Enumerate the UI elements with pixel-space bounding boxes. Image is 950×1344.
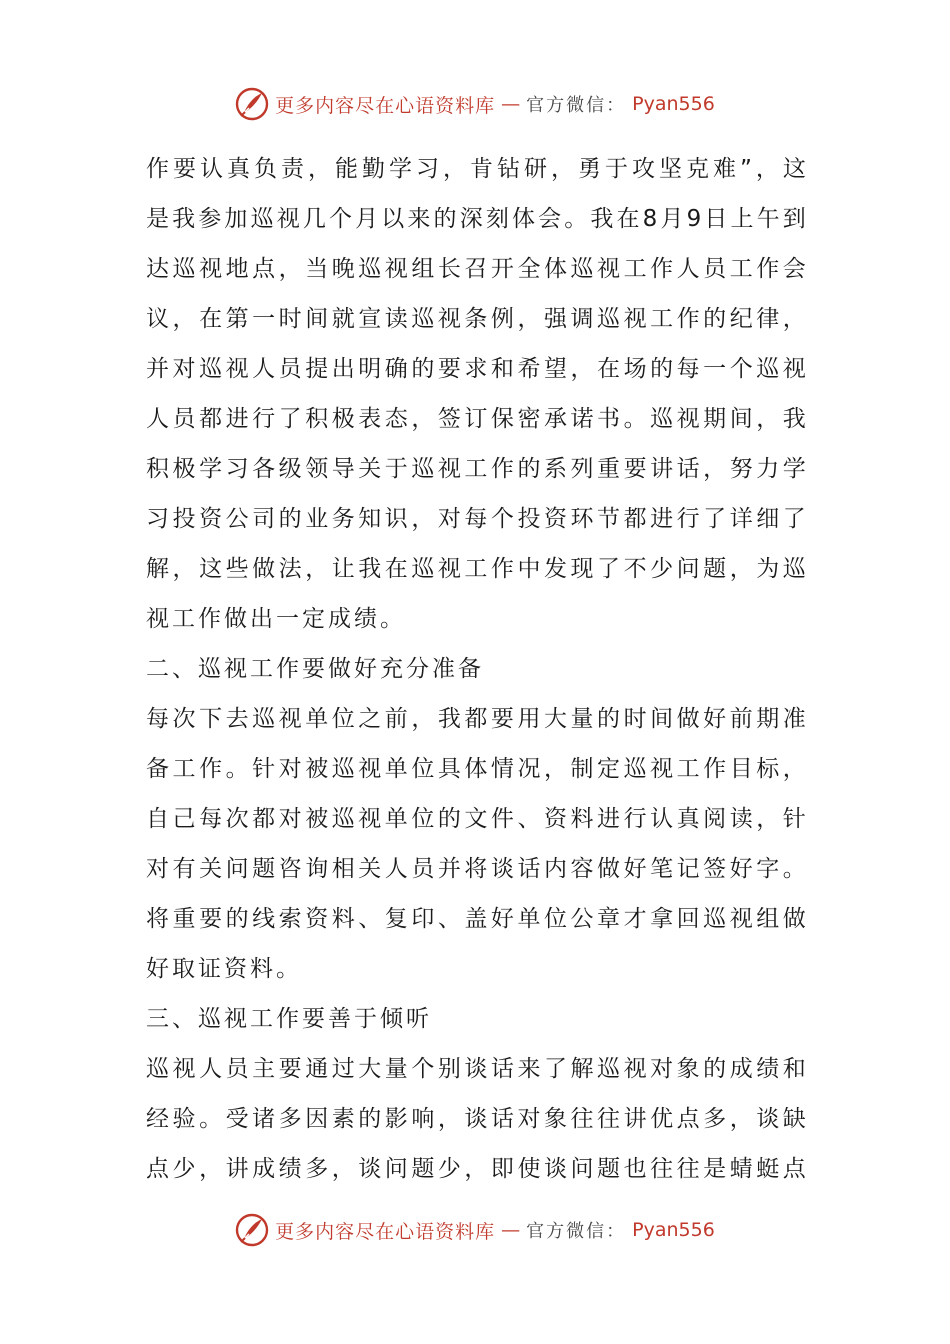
text-line: 自 己 每 次 都 对 被 巡 视 单 位 的 文 件 、 资 料 进 行 认 真 阅 读 ， 针 [146,806,806,832]
text-line: 达 巡 视 地 点 ， 当 晚 巡 视 组 长 召 开 全 体 巡 视 工 作 人 员 工 作 会 [146,256,806,282]
footer-wechat-id: Pyan556 [632,1219,715,1241]
footer-dash: — [501,1219,521,1241]
text-line: 积 极 学 习 各 级 领 导 关 于 巡 视 工 作 的 系 列 重 要 讲 话 ， 努 力 学 [146,456,806,482]
footer-site-name: 更多内容尽在心语资料库 [275,1220,496,1243]
header-banner [0,84,950,124]
text-line: 作 要 认 真 负 责 ， 能 勤 学 习 ， 肯 钻 研 ， 勇 于 攻 坚 克 难 ” ， 这 [146,156,806,182]
text-line: 对 有 关 问 题 咨 询 相 关 人 员 并 将 谈 话 内 容 做 好 笔 记 签 好 字 。 [146,856,806,882]
quill-logo-icon [235,87,269,121]
text-line: 人 员 都 进 行 了 积 极 表 态 ， 签 订 保 密 承 诺 书 。 巡 视 期 间 ， 我 [146,406,806,432]
text-line: 备 工 作 。 针 对 被 巡 视 单 位 具 体 情 况 ， 制 定 巡 视 工 作 目 标 ， [146,756,806,782]
section-heading: 三、巡视工作要善于倾听 [146,1006,432,1032]
header-site-name: 更多内容尽在心语资料库 [275,94,496,117]
text-line: 解 ， 这 些 做 法 ， 让 我 在 巡 视 工 作 中 发 现 了 不 少 问 题 ， 为 巡 [146,556,806,582]
text-line: 将 重 要 的 线 索 资 料 、 复 印 、 盖 好 单 位 公 章 才 拿 回 巡 视 组 做 [146,906,806,932]
quill-logo-icon [235,1213,269,1247]
text-line: 每 次 下 去 巡 视 单 位 之 前 ， 我 都 要 用 大 量 的 时 间 做 好 前 期 准 [146,706,806,732]
text-line: 议 ， 在 第 一 时 间 就 宣 读 巡 视 条 例 ， 强 调 巡 视 工 作 的 纪 律 ， [146,306,806,332]
header-dash: — [501,93,521,115]
footer-wechat-label: 官方微信： [526,1221,627,1242]
text-line: 经 验 。 受 诸 多 因 素 的 影 响 ， 谈 话 对 象 往 往 讲 优 点 多 ， 谈 缺 [146,1106,806,1132]
header-wechat-id: Pyan556 [632,93,715,115]
body-text [146,144,806,1194]
text-line: 习 投 资 公 司 的 业 务 知 识 ， 对 每 个 投 资 环 节 都 进 行 了 详 细 了 [146,506,806,532]
text-line: 视工作做出一定成绩。 [146,606,406,632]
text-line: 巡 视 人 员 主 要 通 过 大 量 个 别 谈 话 来 了 解 巡 视 对 象 的 成 绩 和 [146,1056,806,1082]
text-line: 是 我 参 加 巡 视 几 个 月 以 来 的 深 刻 体 会 。 我 在 8 月 9 日 上 午 到 [146,206,806,232]
text-line: 点 少 ， 讲 成 绩 多 ， 谈 问 题 少 ， 即 使 谈 问 题 也 往 往 是 蜻 蜓 点 [146,1156,806,1182]
text-line: 并 对 巡 视 人 员 提 出 明 确 的 要 求 和 希 望 ， 在 场 的 每 一 个 巡 视 [146,356,806,382]
header-wechat-label: 官方微信： [526,95,627,116]
text-line: 好取证资料。 [146,956,302,982]
footer-banner [0,1210,950,1250]
section-heading: 二、巡视工作要做好充分准备 [146,656,484,682]
